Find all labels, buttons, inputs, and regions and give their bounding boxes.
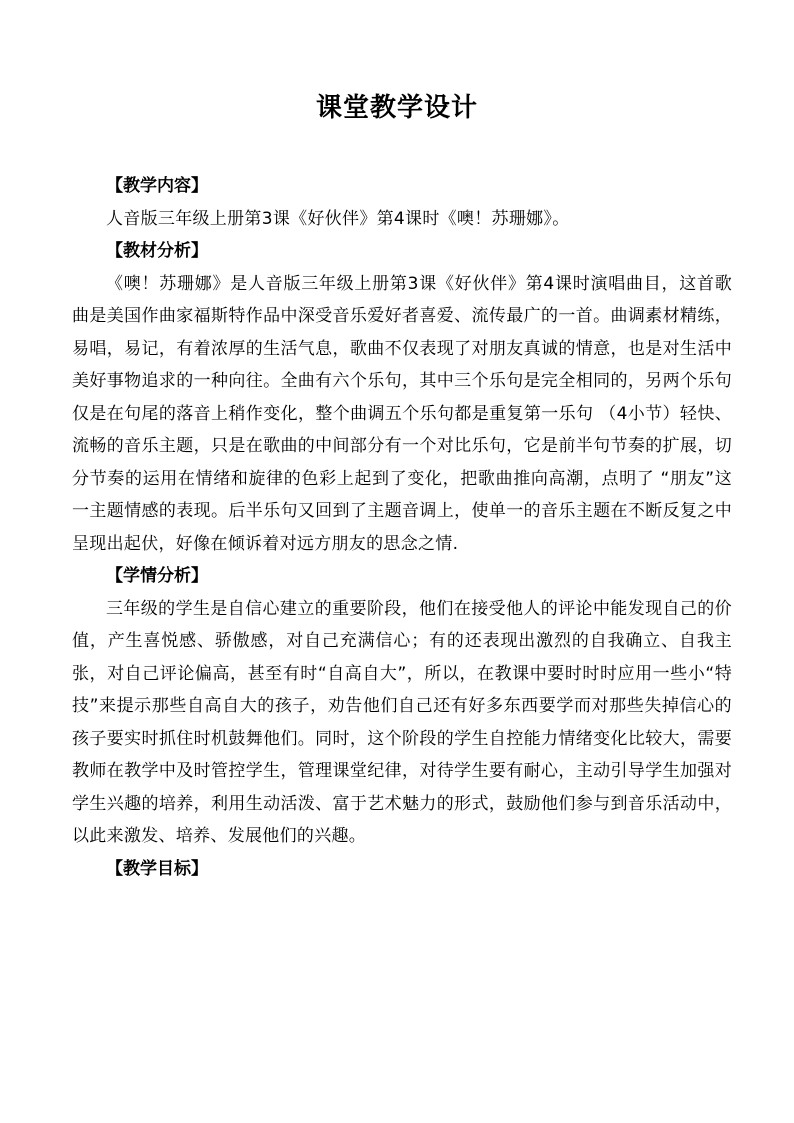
page-title: 课堂教学设计 bbox=[315, 93, 478, 123]
section-heading-material-analysis: 【教材分析】 bbox=[106, 241, 208, 261]
section-heading-teaching-goals: 【教学目标】 bbox=[106, 858, 208, 879]
section-body-student-analysis: 三年级的学生是自信心建立的重要阶段，他们在接受他人的评论中能发现自己的价值，产生喜悦感、骄傲感，对自己充满信心；有的还表现出激烈的自我确立、自我主张，对自己评论偏高，甚至有时“自高自大”，所以，在教课中要时时时应用一些小“特技”来提示那些自高自大的孩子，劝告他们自己还有好多东西要学而对那些失掉信心的孩子要实时抓住时机鼓舞他们。同时，这个阶段的学生自控能力情绪变化比较大，需要教师在教学中及时管控学生，管理课堂纪律，对待学生要有耐心，主动引导学生加强对学生兴趣的培养，利用生动活泼、富于艺术魅力的形式，鼓励他们参与到音乐活动中，以此来激发、培养、发展他们的兴趣。 bbox=[72, 598, 732, 846]
section-heading-student-analysis: 【学情分析】 bbox=[106, 566, 208, 586]
section-heading-teaching-content: 【教学内容】 bbox=[106, 176, 208, 196]
document-body bbox=[72, 170, 732, 885]
section-body-teaching-content: 人音版三年级上册第3课《好伙伴》第4课时《噢！苏珊娜》。 bbox=[106, 208, 570, 229]
section-body-material-analysis: 《噢！苏珊娜》是人音版三年级上册第3课《好伙伴》第4课时演唱曲目，这首歌曲是美国作曲家福斯特作品中深受音乐爱好者喜爱、流传最广的一首。曲调素材精练，易唱，易记，有着浓厚的生活气息，歌曲不仅表现了对朋友真诚的情意，也是对生活中美好事物追求的一种向往。全曲有六个乐句，其中三个乐句是完全相同的，另两个乐句仅是在句尾的落音上稍作变化，整个曲调五个乐句都是重复第一乐句 （4小节）轻快、流畅的音乐主题，只是在歌曲的中间部分有一个对比乐句，它是前半句节奏的扩展，切分节奏的运用在情绪和旋律的色彩上起到了变化，把歌曲推向高潮，点明了 “朋友”这一主题情感的表现。后半乐句又回到了主题音调上，使单一的音乐主题在不断反复之中呈现出起伏，好像在倾诉着对远方朋友的思念之情. bbox=[72, 273, 732, 554]
